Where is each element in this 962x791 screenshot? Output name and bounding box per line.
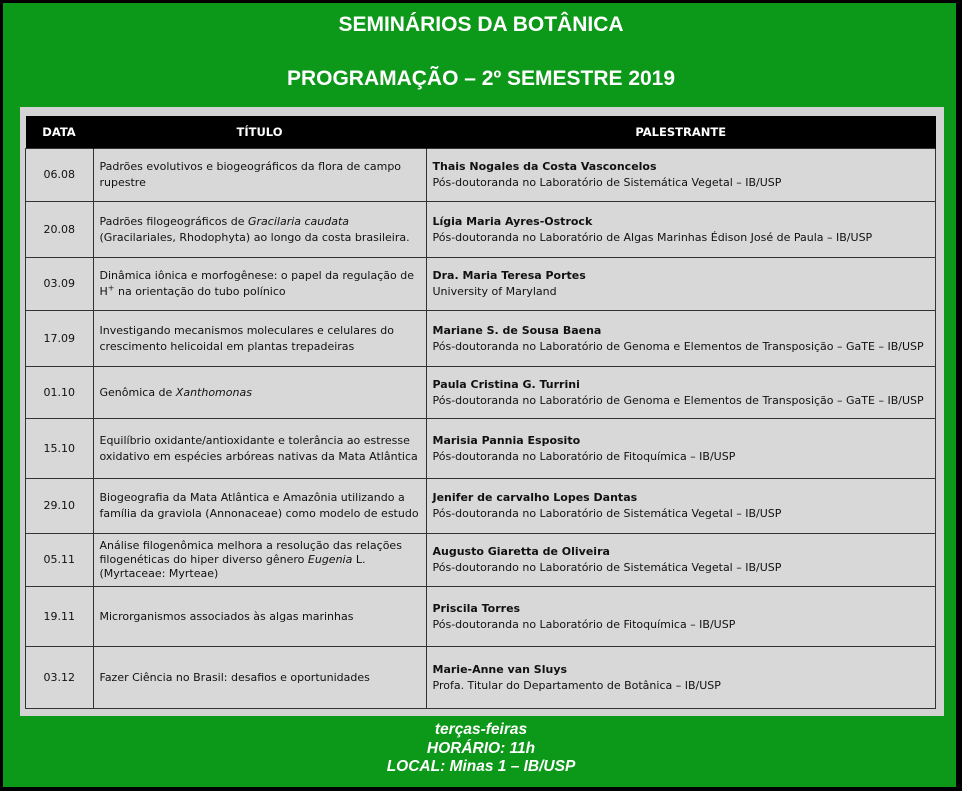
footer-location: LOCAL: Minas 1 – IB/USP xyxy=(386,758,576,775)
table-row xyxy=(26,419,936,479)
table-row xyxy=(26,258,936,311)
speaker-name: Lígia Maria Ayres-Ostrock xyxy=(432,214,593,228)
row-speaker xyxy=(426,647,936,709)
row-speaker xyxy=(426,202,936,258)
speaker-affiliation: Pós-doutoranda no Laboratório de Genoma e Elementos de Transposição – GaTE – IB/USP xyxy=(432,339,924,353)
schedule-table xyxy=(25,116,936,709)
speaker-affiliation: Pós-doutoranda no Laboratório de Sistemática Vegetal – IB/USP xyxy=(432,176,782,189)
species-name: Xanthomonas xyxy=(175,385,252,399)
speaker-affiliation: University of Maryland xyxy=(432,285,557,298)
speaker-name: Marisia Pannia Esposito xyxy=(432,433,581,447)
speaker-affiliation: Pós-doutorando no Laboratório de Sistemática Vegetal – IB/USP xyxy=(432,561,782,574)
row-title: Análise filogenômica melhora a resolução das relações filogenéticas do hiper diverso gênero Eugenia L. (Myrtaceae: Myrteae) xyxy=(93,534,426,587)
speaker-name: Paula Cristina G. Turrini xyxy=(432,377,580,391)
row-date: 01.10 xyxy=(26,367,94,419)
speaker-affiliation: Pós-doutoranda no Laboratório de Genoma e Elementos de Transposição – GaTE – IB/USP xyxy=(432,393,924,407)
row-date: 03.12 xyxy=(26,647,94,709)
species-name: Gracilaria caudata xyxy=(248,214,350,228)
row-title: Equilíbrio oxidante/antioxidante e tolerância ao estresse oxidativo em espécies arbóreas nativas da Mata Atlântica xyxy=(93,419,426,479)
page-title: SEMINÁRIOS DA BOTÂNICA xyxy=(338,13,624,36)
header-date: DATA xyxy=(26,116,94,149)
header-speaker: PALESTRANTE xyxy=(426,116,936,149)
row-title: Padrões filogeográficos de Gracilaria caudata (Gracilariales, Rhodophyta) ao longo da costa brasileira. xyxy=(93,202,426,258)
table-row xyxy=(26,587,936,647)
speaker-name: Priscila Torres xyxy=(432,601,521,615)
table-row xyxy=(26,202,936,258)
speaker-name: Dra. Maria Teresa Portes xyxy=(432,269,586,282)
row-title: Dinâmica iônica e morfogênese: o papel da regulação de H+ na orientação do tubo polínico xyxy=(93,258,426,311)
table-header-row xyxy=(26,116,936,149)
row-speaker xyxy=(426,367,936,419)
row-date: 20.08 xyxy=(26,202,94,258)
species-name: Eugenia xyxy=(307,553,353,566)
row-date: 17.09 xyxy=(26,311,94,367)
row-title: Padrões evolutivos e biogeográficos da flora de campo rupestre xyxy=(93,149,426,202)
speaker-name: Marie-Anne van Sluys xyxy=(432,662,568,676)
footer-time: HORÁRIO: 11h xyxy=(426,740,536,757)
speaker-name: Jenifer de carvalho Lopes Dantas xyxy=(432,491,638,504)
table-row xyxy=(26,311,936,367)
speaker-affiliation: Pós-doutoranda no Laboratório de Sistemática Vegetal – IB/USP xyxy=(432,507,782,520)
page-subtitle: PROGRAMAÇÃO – 2º SEMESTRE 2019 xyxy=(286,67,676,90)
row-speaker xyxy=(426,258,936,311)
row-speaker xyxy=(426,419,936,479)
table-row xyxy=(26,534,936,587)
row-title: Investigando mecanismos moleculares e celulares do crescimento helicoidal em plantas trepadeiras xyxy=(93,311,426,367)
row-title: Biogeografia da Mata Atlântica e Amazônia utilizando a família da graviola (Annonaceae) como modelo de estudo xyxy=(93,479,426,534)
row-title: Fazer Ciência no Brasil: desafios e oportunidades xyxy=(93,647,426,709)
table-row xyxy=(26,647,936,709)
row-title: Genômica de Xanthomonas xyxy=(93,367,426,419)
row-date: 19.11 xyxy=(26,587,94,647)
speaker-affiliation: Profa. Titular do Departamento de Botânica – IB/USP xyxy=(432,678,721,692)
speaker-name: Thais Nogales da Costa Vasconcelos xyxy=(432,160,657,173)
row-date: 29.10 xyxy=(26,479,94,534)
table-row xyxy=(26,367,936,419)
speaker-affiliation: Pós-doutoranda no Laboratório de Fitoquímica – IB/USP xyxy=(432,617,736,631)
table-row xyxy=(26,479,936,534)
row-date: 03.09 xyxy=(26,258,94,311)
row-speaker xyxy=(426,534,936,587)
row-speaker xyxy=(426,479,936,534)
row-speaker xyxy=(426,311,936,367)
table-row xyxy=(26,149,936,202)
row-date: 15.10 xyxy=(26,419,94,479)
row-date: 06.08 xyxy=(26,149,94,202)
speaker-affiliation: Pós-doutoranda no Laboratório de Fitoquímica – IB/USP xyxy=(432,449,736,463)
speaker-name: Augusto Giaretta de Oliveira xyxy=(432,545,610,558)
footer-days: terças-feiras xyxy=(434,721,528,738)
header-title: TÍTULO xyxy=(93,116,426,149)
row-date: 05.11 xyxy=(26,534,94,587)
row-title: Microrganismos associados às algas marinhas xyxy=(93,587,426,647)
row-speaker xyxy=(426,149,936,202)
speaker-affiliation: Pós-doutoranda no Laboratório de Algas Marinhas Édison José de Paula – IB/USP xyxy=(432,230,873,244)
speaker-name: Mariane S. de Sousa Baena xyxy=(432,323,602,337)
row-speaker xyxy=(426,587,936,647)
